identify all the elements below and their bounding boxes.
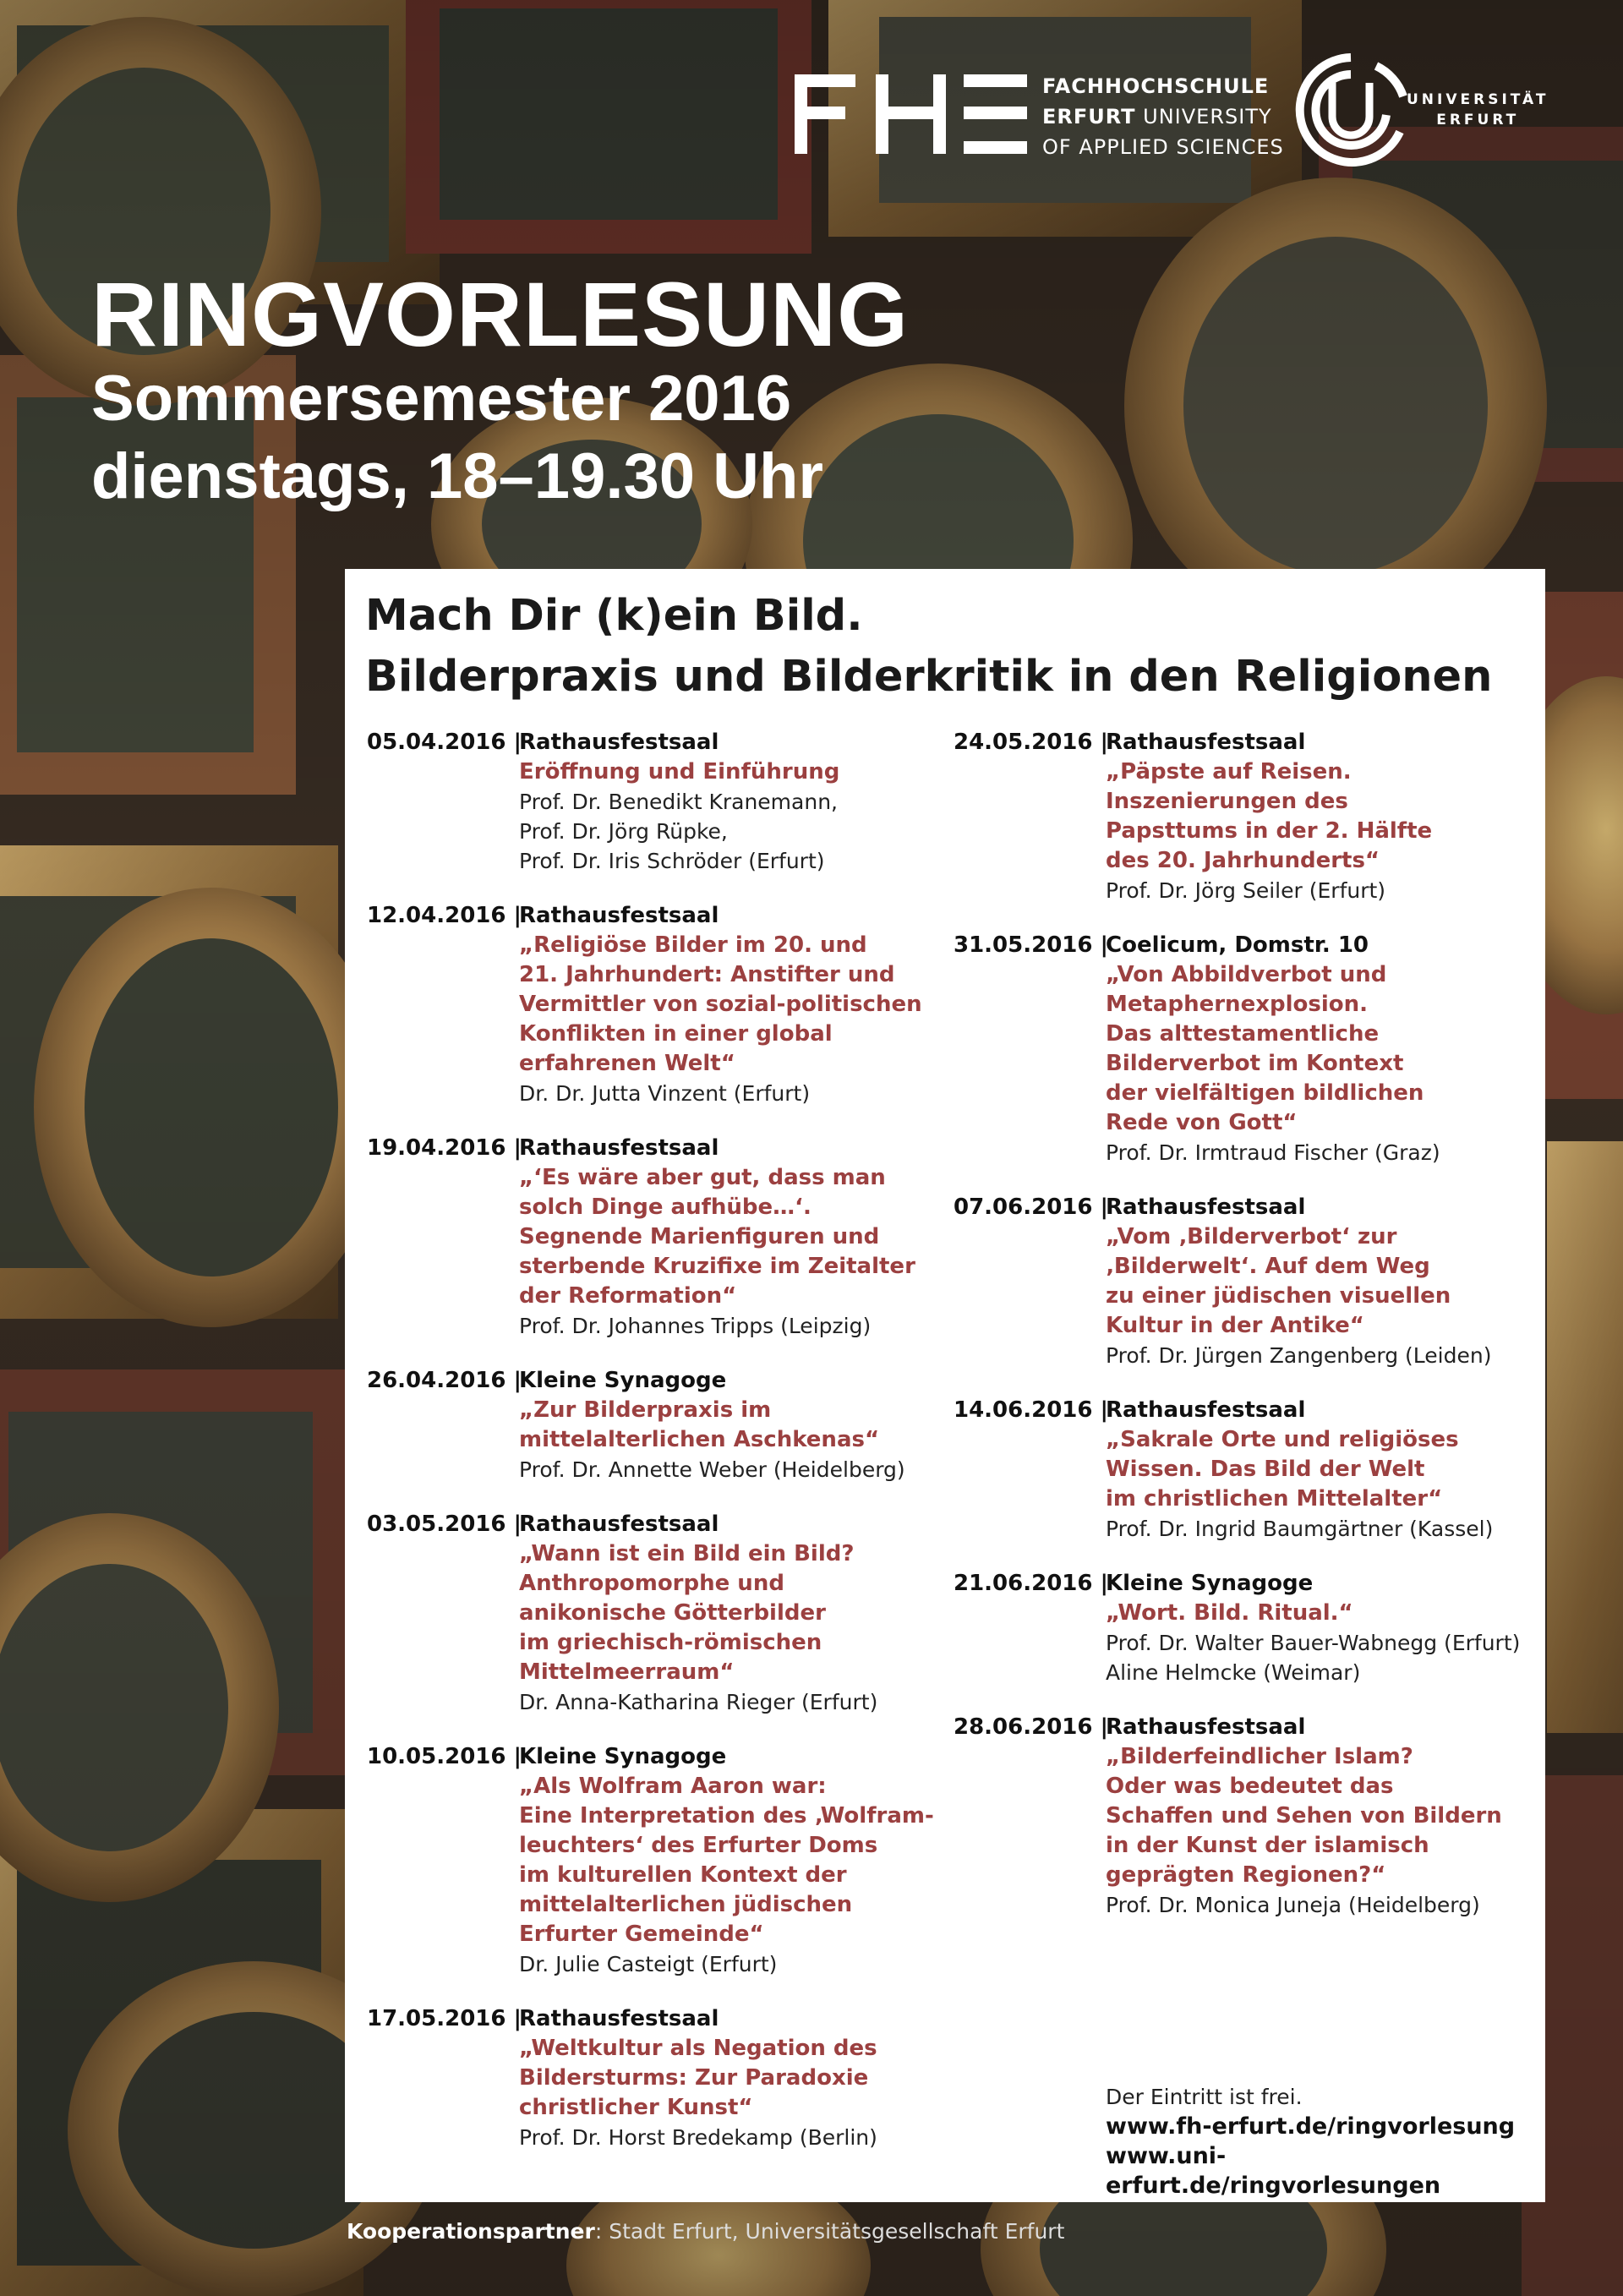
lecture-entry	[954, 728, 1528, 905]
lecture-entry	[367, 1742, 942, 1979]
lecture-venue: Kleine Synagoge	[519, 1368, 727, 1393]
lecture-entry	[367, 1510, 942, 1717]
schedule-column-right	[954, 728, 1528, 1945]
lecture-speaker: Dr. Anna-Katharina Rieger (Erfurt)	[519, 1690, 878, 1714]
lecture-date: 26.04.2016 |	[367, 1368, 522, 1393]
program-title	[365, 586, 1532, 708]
uni-name-line1: UNIVERSITÄT	[1407, 91, 1549, 108]
lecture-venue: Kleine Synagoge	[1106, 1571, 1314, 1596]
lecture-entry	[954, 1193, 1528, 1370]
lecture-date: 24.05.2016 |	[954, 730, 1109, 755]
lecture-title: „Religiöse Bilder im 20. und 21. Jahrhundert: Anstifter und Vermittler von sozial-politischen Konflikten in einer global erfahrenen Welt“	[519, 932, 922, 1076]
lecture-venue: Rathausfestsaal	[1106, 1194, 1306, 1220]
main-title: RINGVORLESUNG	[91, 263, 910, 365]
lecture-title: „Weltkultur als Negation des Bildersturms: Zur Paradoxie christlicher Kunst“	[519, 2036, 877, 2120]
semester-line: Sommersemester 2016	[91, 363, 792, 435]
program-title-line1: Mach Dir (k)ein Bild.	[365, 591, 863, 641]
lecture-title: „Zur Bilderpraxis im mittelalterlichen Aschkenas“	[519, 1397, 880, 1452]
lecture-venue: Rathausfestsaal	[519, 1135, 719, 1161]
partners-list: : Stadt Erfurt, Universitätsgesellschaft Erfurt	[594, 2219, 1065, 2244]
lecture-date: 10.05.2016 |	[367, 1744, 522, 1769]
lecture-venue: Kleine Synagoge	[519, 1744, 727, 1769]
fh-erfurt-link[interactable]: www.fh-erfurt.de/ringvorlesung	[1106, 2113, 1516, 2140]
fhe-wordmark-icon	[795, 74, 1027, 154]
lecture-speaker: Prof. Dr. Monica Juneja (Heidelberg)	[1106, 1893, 1480, 1917]
lecture-speaker: Prof. Dr. Benedikt Kranemann, Prof. Dr. Jörg Rüpke, Prof. Dr. Iris Schröder (Erfurt)	[519, 790, 838, 873]
partners-label: Kooperationspartner	[347, 2219, 595, 2244]
lecture-venue: Rathausfestsaal	[1106, 1714, 1306, 1740]
lecture-title: „‘Es wäre aber gut, dass man solch Dinge aufhübe…‘. Segnende Marienfiguren und sterbende Kruzifixe im Zeitalter der Reformation“	[519, 1165, 915, 1309]
lecture-venue: Rathausfestsaal	[519, 730, 719, 755]
lecture-date: 28.06.2016 |	[954, 1714, 1109, 1740]
lecture-entry	[954, 1713, 1528, 1920]
lecture-speaker: Prof. Dr. Jürgen Zangenberg (Leiden)	[1106, 1343, 1492, 1368]
lecture-entry	[367, 1366, 942, 1484]
fhe-name-line2: UNIVERSITY	[1135, 105, 1272, 128]
lecture-speaker: Prof. Dr. Johannes Tripps (Leipzig)	[519, 1314, 872, 1338]
lecture-entry	[367, 728, 942, 876]
lecture-entry	[954, 931, 1528, 1167]
headline	[91, 263, 910, 516]
lecture-speaker: Prof. Dr. Irmtraud Fischer (Graz)	[1106, 1140, 1440, 1165]
time-line: dienstags, 18–19.30 Uhr	[91, 440, 823, 512]
lecture-date: 17.05.2016 |	[367, 2006, 522, 2031]
lecture-venue: Rathausfestsaal	[519, 2006, 719, 2031]
lecture-date: 03.05.2016 |	[367, 1512, 522, 1537]
lecture-title: „Bilderfeindlicher Islam? Oder was bedeutet das Schaffen und Sehen von Bildern in der Kunst der islamisch geprägten Regionen?“	[1106, 1744, 1502, 1888]
lecture-entry	[954, 1396, 1528, 1544]
program-title-line2: Bilderpraxis und Bilderkritik in den Religionen	[365, 652, 1493, 702]
lecture-venue: Rathausfestsaal	[1106, 730, 1306, 755]
lecture-title: „Wann ist ein Bild ein Bild? Anthropomorphe und anikonische Götterbilder im griechisch-römischen Mittelmeerraum“	[519, 1541, 855, 1685]
lecture-entry	[954, 1569, 1528, 1687]
cooperation-partners	[347, 2215, 1064, 2249]
lecture-date: 21.06.2016 |	[954, 1571, 1109, 1596]
lecture-date: 14.06.2016 |	[954, 1397, 1109, 1423]
fhe-name-line3: OF APPLIED SCIENCES	[1042, 135, 1284, 159]
lecture-speaker: Prof. Dr. Annette Weber (Heidelberg)	[519, 1457, 905, 1482]
uni-name-line2: ERFURT	[1436, 112, 1520, 128]
lecture-venue: Rathausfestsaal	[1106, 1397, 1306, 1423]
lecture-speaker: Prof. Dr. Ingrid Baumgärtner (Kassel)	[1106, 1517, 1494, 1541]
fhe-name-line2-bold: ERFURT	[1042, 105, 1136, 128]
lecture-speaker: Prof. Dr. Horst Bredekamp (Berlin)	[519, 2125, 877, 2150]
free-entry-note: Der Eintritt ist frei.	[1106, 2085, 1303, 2109]
lecture-entry	[367, 2004, 942, 2152]
lecture-date: 12.04.2016 |	[367, 903, 522, 928]
lecture-entry	[367, 1134, 942, 1341]
program-panel	[345, 569, 1545, 2202]
lecture-title: „Vom ‚Bilderverbot‘ zur ‚Bilderwelt‘. Auf dem Weg zu einer jüdischen visuellen Kultur in der Antike“	[1106, 1224, 1451, 1338]
lecture-title: „Von Abbildverbot und Metaphernexplosion. Das alttestamentliche Bilderverbot im Kontext der vielfältigen bildlichen Rede von Gott“	[1106, 962, 1424, 1135]
lecture-speaker: Dr. Dr. Jutta Vinzent (Erfurt)	[519, 1081, 811, 1106]
lecture-title: „Wort. Bild. Ritual.“	[1106, 1600, 1353, 1626]
lecture-speaker: Prof. Dr. Jörg Seiler (Erfurt)	[1106, 878, 1386, 903]
lecture-venue: Coelicum, Domstr. 10	[1106, 932, 1369, 958]
lecture-title: „Als Wolfram Aaron war: Eine Interpretation des ‚Wolfram- leuchters‘ des Erfurter Doms im kulturellen Kontext der mittelalterlichen jüdischen Erfurter Gemeinde“	[519, 1774, 934, 1947]
lecture-entry	[367, 901, 942, 1108]
lecture-date: 05.04.2016 |	[367, 730, 522, 755]
lecture-title: Eröffnung und Einführung	[519, 759, 840, 784]
lecture-date: 31.05.2016 |	[954, 932, 1109, 958]
lecture-date: 07.06.2016 |	[954, 1194, 1109, 1220]
lecture-speaker: Prof. Dr. Walter Bauer-Wabnegg (Erfurt) Aline Helmcke (Weimar)	[1106, 1631, 1521, 1685]
lecture-date: 19.04.2016 |	[367, 1135, 522, 1161]
lecture-venue: Rathausfestsaal	[519, 903, 719, 928]
lecture-title: „Sakrale Orte und religiöses Wissen. Das Bild der Welt im christlichen Mittelalter“	[1106, 1427, 1459, 1512]
lecture-title: „Päpste auf Reisen. Inszenierungen des Papsttums in der 2. Hälfte des 20. Jahrhunderts“	[1106, 759, 1433, 873]
lecture-speaker: Dr. Julie Casteigt (Erfurt)	[519, 1952, 778, 1976]
footer-info	[1106, 2082, 1545, 2200]
fhe-name-line1: FACHHOCHSCHULE	[1042, 74, 1270, 98]
schedule-column-left	[367, 728, 942, 2178]
lecture-venue: Rathausfestsaal	[519, 1512, 719, 1537]
uni-erfurt-link[interactable]: www.uni-erfurt.de/ringvorlesungen	[1106, 2143, 1441, 2199]
